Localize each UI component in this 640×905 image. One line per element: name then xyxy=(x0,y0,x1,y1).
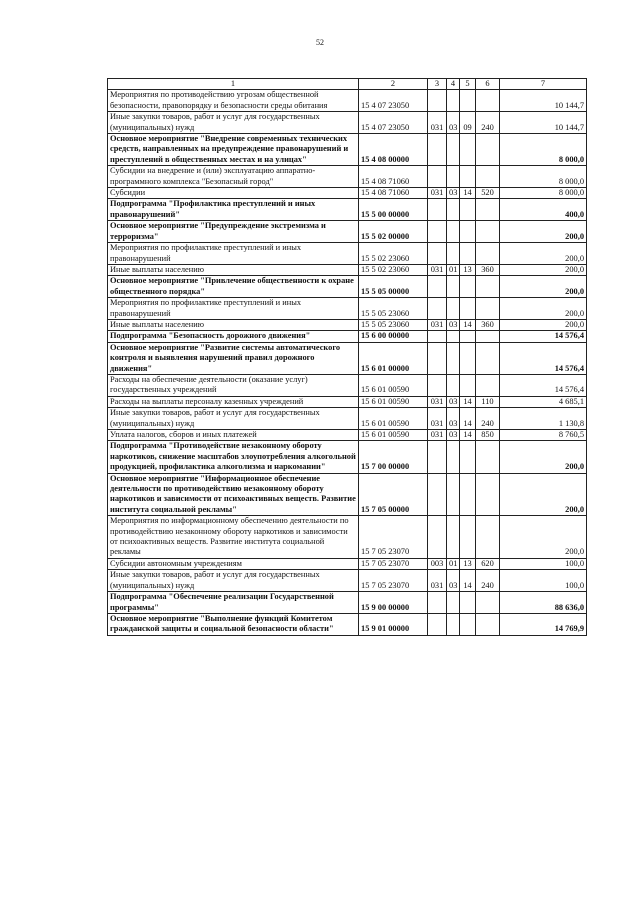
section-code xyxy=(447,342,460,374)
expense-type-code: 620 xyxy=(476,558,500,569)
amount: 200,0 xyxy=(500,473,587,516)
expense-type-code xyxy=(476,90,500,112)
ministry-code xyxy=(428,298,447,320)
item-code: 15 5 00 00000 xyxy=(359,199,428,221)
expense-type-code xyxy=(476,331,500,342)
section-code: 03 xyxy=(447,112,460,134)
expense-type-code xyxy=(476,199,500,221)
amount: 4 685,1 xyxy=(500,396,587,407)
subsection-code xyxy=(460,516,476,559)
ministry-code xyxy=(428,134,447,166)
subsection-code xyxy=(460,592,476,614)
expense-type-code xyxy=(476,592,500,614)
table-row xyxy=(108,112,587,134)
expense-type-code xyxy=(476,276,500,298)
expense-type-code xyxy=(476,134,500,166)
ministry-code xyxy=(428,592,447,614)
subsection-code xyxy=(460,134,476,166)
item-name: Субсидии xyxy=(108,188,359,199)
ministry-code: 003 xyxy=(428,558,447,569)
table-row xyxy=(108,570,587,592)
expense-type-code: 240 xyxy=(476,408,500,430)
item-code: 15 7 05 23070 xyxy=(359,558,428,569)
subsection-code xyxy=(460,221,476,243)
section-code: 03 xyxy=(447,319,460,330)
section-code xyxy=(447,473,460,516)
ministry-code: 031 xyxy=(428,396,447,407)
item-code: 15 6 01 00590 xyxy=(359,374,428,396)
ministry-code xyxy=(428,374,447,396)
amount: 8 000,0 xyxy=(500,166,587,188)
col-header: 1 xyxy=(108,79,359,90)
subsection-code: 14 xyxy=(460,430,476,441)
item-name: Мероприятия по профилактике преступлений и иных правонарушений xyxy=(108,298,359,320)
amount: 200,0 xyxy=(500,221,587,243)
ministry-code xyxy=(428,473,447,516)
subsection-code xyxy=(460,473,476,516)
section-code xyxy=(447,441,460,473)
ministry-code xyxy=(428,243,447,265)
subsection-code xyxy=(460,243,476,265)
item-name: Мероприятия по противодействию угрозам общественной безопасности, правопорядку и безопасности среды обитания xyxy=(108,90,359,112)
amount: 200,0 xyxy=(500,319,587,330)
item-code: 15 9 00 00000 xyxy=(359,592,428,614)
table-row xyxy=(108,199,587,221)
ministry-code xyxy=(428,221,447,243)
subsection-code xyxy=(460,276,476,298)
section-code: 03 xyxy=(447,408,460,430)
item-name: Подпрограмма "Противодействие незаконному обороту наркотиков, снижение масштабов злоупотребления алкогольной продукцией, профилактика алкоголизма и наркомании" xyxy=(108,441,359,473)
item-code: 15 5 02 23060 xyxy=(359,243,428,265)
table-row xyxy=(108,243,587,265)
ministry-code xyxy=(428,441,447,473)
amount: 200,0 xyxy=(500,276,587,298)
expense-type-code xyxy=(476,516,500,559)
table-row xyxy=(108,408,587,430)
item-name: Подпрограмма "Обеспечение реализации Государственной программы" xyxy=(108,592,359,614)
amount: 100,0 xyxy=(500,558,587,569)
amount: 1 130,8 xyxy=(500,408,587,430)
expense-type-code xyxy=(476,473,500,516)
ministry-code: 031 xyxy=(428,188,447,199)
table-row xyxy=(108,473,587,516)
item-code: 15 5 05 00000 xyxy=(359,276,428,298)
item-name: Подпрограмма "Безопасность дорожного движения" xyxy=(108,331,359,342)
table-row xyxy=(108,613,587,635)
subsection-code: 09 xyxy=(460,112,476,134)
amount: 10 144,7 xyxy=(500,112,587,134)
col-header: 3 xyxy=(428,79,447,90)
section-code xyxy=(447,243,460,265)
item-code: 15 5 02 00000 xyxy=(359,221,428,243)
expense-type-code xyxy=(476,243,500,265)
item-code: 15 7 05 23070 xyxy=(359,516,428,559)
item-name: Мероприятия по информационному обеспечению деятельности по противодействию незаконному обороту наркотиков и зависимости от психоактивных веществ. Развитие института социальной рекламы xyxy=(108,516,359,559)
subsection-code xyxy=(460,374,476,396)
ministry-code xyxy=(428,342,447,374)
amount: 200,0 xyxy=(500,516,587,559)
table-row xyxy=(108,188,587,199)
item-code: 15 4 08 00000 xyxy=(359,134,428,166)
section-code xyxy=(447,592,460,614)
ministry-code: 031 xyxy=(428,112,447,134)
item-code: 15 5 05 23060 xyxy=(359,319,428,330)
item-code: 15 4 07 23050 xyxy=(359,112,428,134)
item-name: Иные закупки товаров, работ и услуг для государственных (муниципальных) нужд xyxy=(108,408,359,430)
item-name: Основное мероприятие "Внедрение современных технических средств, направленных на предупреждение правонарушений и преступлений в общественных местах и на улицах" xyxy=(108,134,359,166)
table-row xyxy=(108,134,587,166)
ministry-code: 031 xyxy=(428,570,447,592)
item-code: 15 4 08 71060 xyxy=(359,188,428,199)
ministry-code xyxy=(428,90,447,112)
amount: 14 769,9 xyxy=(500,613,587,635)
ministry-code xyxy=(428,516,447,559)
amount: 8 000,0 xyxy=(500,134,587,166)
item-name: Иные выплаты населению xyxy=(108,319,359,330)
section-code: 03 xyxy=(447,396,460,407)
item-name: Основное мероприятие "Информационное обеспечение деятельности по противодействию незаконному обороту наркотиков и зависимости от психоактивных веществ. Развитие института социальной рекламы" xyxy=(108,473,359,516)
item-name: Основное мероприятие "Привлечение общественности к охране общественного порядка" xyxy=(108,276,359,298)
ministry-code: 031 xyxy=(428,430,447,441)
item-code: 15 6 01 00590 xyxy=(359,430,428,441)
subsection-code xyxy=(460,90,476,112)
item-name: Основное мероприятие "Выполнение функций Комитетом гражданской защиты и социальной безопасности области" xyxy=(108,613,359,635)
table-row xyxy=(108,264,587,275)
section-code xyxy=(447,298,460,320)
item-name: Субсидии автономным учреждениям xyxy=(108,558,359,569)
amount: 8 000,0 xyxy=(500,188,587,199)
item-code: 15 4 08 71060 xyxy=(359,166,428,188)
expense-type-code xyxy=(476,613,500,635)
subsection-code: 13 xyxy=(460,558,476,569)
item-name: Субсидии на внедрение и (или) эксплуатацию аппаратно-программного комплекса "Безопасный город" xyxy=(108,166,359,188)
amount: 200,0 xyxy=(500,441,587,473)
table-row xyxy=(108,396,587,407)
page-number: 52 xyxy=(316,38,324,47)
subsection-code xyxy=(460,441,476,473)
amount: 14 576,4 xyxy=(500,374,587,396)
expense-type-code xyxy=(476,342,500,374)
expense-type-code xyxy=(476,374,500,396)
table-row xyxy=(108,319,587,330)
item-code: 15 5 02 23060 xyxy=(359,264,428,275)
amount: 14 576,4 xyxy=(500,342,587,374)
item-name: Иные выплаты населению xyxy=(108,264,359,275)
amount: 400,0 xyxy=(500,199,587,221)
item-name: Основное мероприятие "Предупреждение экстремизма и терроризма" xyxy=(108,221,359,243)
ministry-code xyxy=(428,166,447,188)
item-name: Расходы на обеспечение деятельности (оказание услуг) государственных учреждений xyxy=(108,374,359,396)
section-code: 03 xyxy=(447,188,460,199)
table-row xyxy=(108,166,587,188)
expense-type-code: 520 xyxy=(476,188,500,199)
ministry-code xyxy=(428,613,447,635)
section-code: 01 xyxy=(447,558,460,569)
ministry-code xyxy=(428,331,447,342)
expense-type-code: 360 xyxy=(476,264,500,275)
item-code: 15 6 01 00000 xyxy=(359,342,428,374)
table-row xyxy=(108,516,587,559)
item-code: 15 9 01 00000 xyxy=(359,613,428,635)
expense-type-code xyxy=(476,221,500,243)
section-code: 03 xyxy=(447,570,460,592)
col-header: 4 xyxy=(447,79,460,90)
table-row xyxy=(108,276,587,298)
table-row xyxy=(108,430,587,441)
item-code: 15 7 05 23070 xyxy=(359,570,428,592)
subsection-code xyxy=(460,199,476,221)
subsection-code: 13 xyxy=(460,264,476,275)
item-code: 15 6 00 00000 xyxy=(359,331,428,342)
ministry-code: 031 xyxy=(428,408,447,430)
subsection-code: 14 xyxy=(460,396,476,407)
col-header: 7 xyxy=(500,79,587,90)
table-row xyxy=(108,90,587,112)
section-code xyxy=(447,221,460,243)
item-code: 15 6 01 00590 xyxy=(359,408,428,430)
item-code: 15 5 05 23060 xyxy=(359,298,428,320)
section-code xyxy=(447,199,460,221)
header-row xyxy=(108,79,587,90)
subsection-code xyxy=(460,342,476,374)
item-name: Основное мероприятие "Развитие системы автоматического контроля и выявления нарушений правил дорожного движения" xyxy=(108,342,359,374)
subsection-code xyxy=(460,613,476,635)
item-code: 15 7 05 00000 xyxy=(359,473,428,516)
section-code xyxy=(447,90,460,112)
ministry-code xyxy=(428,276,447,298)
amount: 10 144,7 xyxy=(500,90,587,112)
section-code xyxy=(447,331,460,342)
table-row xyxy=(108,298,587,320)
table-row xyxy=(108,342,587,374)
amount: 14 576,4 xyxy=(500,331,587,342)
item-code: 15 7 00 00000 xyxy=(359,441,428,473)
subsection-code xyxy=(460,166,476,188)
table-row xyxy=(108,558,587,569)
expense-type-code xyxy=(476,166,500,188)
table-row xyxy=(108,592,587,614)
section-code xyxy=(447,134,460,166)
item-name: Уплата налогов, сборов и иных платежей xyxy=(108,430,359,441)
table-row xyxy=(108,441,587,473)
table-row xyxy=(108,331,587,342)
amount: 200,0 xyxy=(500,264,587,275)
section-code xyxy=(447,516,460,559)
subsection-code: 14 xyxy=(460,570,476,592)
col-header: 6 xyxy=(476,79,500,90)
col-header: 2 xyxy=(359,79,428,90)
item-name: Иные закупки товаров, работ и услуг для государственных (муниципальных) нужд xyxy=(108,570,359,592)
amount: 8 760,5 xyxy=(500,430,587,441)
expense-type-code xyxy=(476,298,500,320)
amount: 200,0 xyxy=(500,298,587,320)
ministry-code xyxy=(428,199,447,221)
item-code: 15 6 01 00590 xyxy=(359,396,428,407)
expense-type-code xyxy=(476,441,500,473)
subsection-code: 14 xyxy=(460,188,476,199)
budget-table xyxy=(107,78,587,636)
expense-type-code: 110 xyxy=(476,396,500,407)
ministry-code: 031 xyxy=(428,264,447,275)
section-code xyxy=(447,613,460,635)
section-code xyxy=(447,276,460,298)
amount: 88 636,0 xyxy=(500,592,587,614)
item-code: 15 4 07 23050 xyxy=(359,90,428,112)
section-code: 01 xyxy=(447,264,460,275)
table-body xyxy=(108,90,587,635)
subsection-code xyxy=(460,298,476,320)
item-name: Расходы на выплаты персоналу казенных учреждений xyxy=(108,396,359,407)
section-code xyxy=(447,166,460,188)
expense-type-code: 240 xyxy=(476,112,500,134)
section-code: 03 xyxy=(447,430,460,441)
expense-type-code: 240 xyxy=(476,570,500,592)
subsection-code: 14 xyxy=(460,408,476,430)
table-row xyxy=(108,374,587,396)
amount: 200,0 xyxy=(500,243,587,265)
subsection-code: 14 xyxy=(460,319,476,330)
ministry-code: 031 xyxy=(428,319,447,330)
table-row xyxy=(108,221,587,243)
item-name: Подпрограмма "Профилактика преступлений и иных правонарушений" xyxy=(108,199,359,221)
col-header: 5 xyxy=(460,79,476,90)
section-code xyxy=(447,374,460,396)
item-name: Иные закупки товаров, работ и услуг для государственных (муниципальных) нужд xyxy=(108,112,359,134)
expense-type-code: 850 xyxy=(476,430,500,441)
expense-type-code: 360 xyxy=(476,319,500,330)
item-name: Мероприятия по профилактике преступлений и иных правонарушений xyxy=(108,243,359,265)
amount: 100,0 xyxy=(500,570,587,592)
subsection-code xyxy=(460,331,476,342)
